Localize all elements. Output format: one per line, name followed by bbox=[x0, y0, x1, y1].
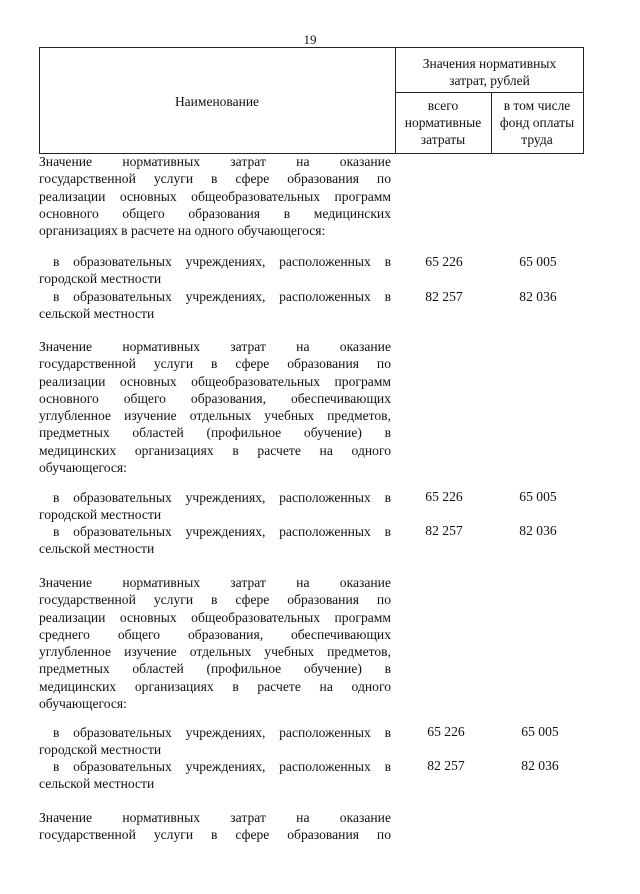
payroll-value: 82 036 bbox=[521, 758, 559, 773]
header-values-line: затрат, рублей bbox=[449, 73, 530, 88]
section-description bbox=[39, 338, 391, 476]
description-line: государственной услуги в сфере образования по bbox=[39, 356, 391, 372]
row-label-line: в образовательных учреждениях, расположенных в bbox=[53, 759, 391, 774]
total-cost-value: 82 257 bbox=[425, 523, 463, 538]
description-line: углубленное изучение отдельных учебных предметов, bbox=[39, 644, 391, 660]
payroll-value: 82 036 bbox=[519, 289, 557, 304]
description-line: обучающегося: bbox=[39, 696, 127, 712]
header-total-line: нормативные bbox=[404, 115, 482, 130]
page-number: 19 bbox=[303, 32, 317, 47]
row-label-line: в образовательных учреждениях, расположенных в bbox=[53, 524, 391, 539]
row-label-line: в образовательных учреждениях, расположенных в bbox=[53, 289, 391, 304]
row-label-line: городской местности bbox=[39, 271, 162, 287]
description-line: государственной услуги в сфере образования по bbox=[39, 592, 391, 608]
description-line: основного общего образования, обеспечивающих bbox=[39, 390, 391, 406]
header-total-line: затраты bbox=[420, 132, 466, 147]
header-values-group bbox=[395, 55, 584, 89]
payroll-value: 65 005 bbox=[519, 254, 557, 269]
table-row bbox=[39, 253, 391, 288]
description-line: Значение нормативных затрат на оказание bbox=[39, 575, 391, 590]
payroll-value: 65 005 bbox=[521, 724, 559, 739]
table-row bbox=[39, 724, 391, 759]
section-description bbox=[39, 809, 391, 844]
payroll-value: 82 036 bbox=[519, 523, 557, 538]
description-line: медицинских организациях в расчете на одного bbox=[39, 678, 391, 694]
row-label-line: городской местности bbox=[39, 742, 162, 758]
description-line: Значение нормативных затрат на оказание bbox=[39, 154, 391, 169]
header-payroll-label bbox=[491, 97, 583, 148]
section-description bbox=[39, 153, 391, 239]
table-row bbox=[39, 523, 391, 558]
description-line: реализации основных общеобразовательных программ bbox=[39, 373, 391, 389]
description-line: обучающегося: bbox=[39, 460, 127, 476]
total-cost-value: 65 226 bbox=[427, 724, 465, 739]
header-group-divider bbox=[395, 92, 584, 93]
description-line: Значение нормативных затрат на оказание bbox=[39, 810, 391, 825]
total-cost-value: 65 226 bbox=[425, 489, 463, 504]
description-line: предметных областей (профильное обучение) в bbox=[39, 425, 391, 441]
header-top-border bbox=[39, 47, 584, 48]
payroll-value: 65 005 bbox=[519, 489, 557, 504]
description-line: среднего общего образования, обеспечивающих bbox=[39, 626, 391, 642]
description-line: предметных областей (профильное обучение) в bbox=[39, 661, 391, 677]
row-label-line: сельской местности bbox=[39, 776, 155, 792]
table-row bbox=[39, 489, 391, 524]
description-line: углубленное изучение отдельных учебных предметов, bbox=[39, 408, 391, 424]
header-payroll-line: фонд оплаты bbox=[499, 115, 575, 130]
description-line: медицинских организациях в расчете на одного bbox=[39, 442, 391, 458]
description-line: государственной услуги в сфере образования по bbox=[39, 171, 391, 187]
description-line: организациях в расчете на одного обучающегося: bbox=[39, 223, 326, 239]
total-cost-value: 82 257 bbox=[427, 758, 465, 773]
row-label-line: сельской местности bbox=[39, 306, 155, 322]
row-label-line: в образовательных учреждениях, расположенных в bbox=[53, 725, 391, 740]
description-line: государственной услуги в сфере образования по bbox=[39, 827, 391, 843]
header-payroll-line: труда bbox=[521, 132, 553, 147]
total-cost-value: 65 226 bbox=[425, 254, 463, 269]
header-total-label bbox=[395, 97, 491, 148]
header-total-line: всего bbox=[427, 98, 459, 113]
description-line: реализации основных общеобразовательных программ bbox=[39, 609, 391, 625]
table-row bbox=[39, 288, 391, 323]
description-line: основного общего образования в медицинских bbox=[39, 205, 391, 221]
row-label-line: в образовательных учреждениях, расположенных в bbox=[53, 254, 391, 269]
header-values-line: Значения нормативных bbox=[422, 56, 557, 71]
description-line: Значение нормативных затрат на оказание bbox=[39, 339, 391, 354]
row-label-line: городской местности bbox=[39, 507, 162, 523]
row-label-line: сельской местности bbox=[39, 541, 155, 557]
description-line: реализации основных общеобразовательных программ bbox=[39, 188, 391, 204]
header-name-label: Наименование bbox=[174, 94, 260, 109]
header-payroll-line: в том числе bbox=[503, 98, 571, 113]
table-row bbox=[39, 758, 391, 793]
row-label-line: в образовательных учреждениях, расположенных в bbox=[53, 490, 391, 505]
section-description bbox=[39, 574, 391, 712]
total-cost-value: 82 257 bbox=[425, 289, 463, 304]
